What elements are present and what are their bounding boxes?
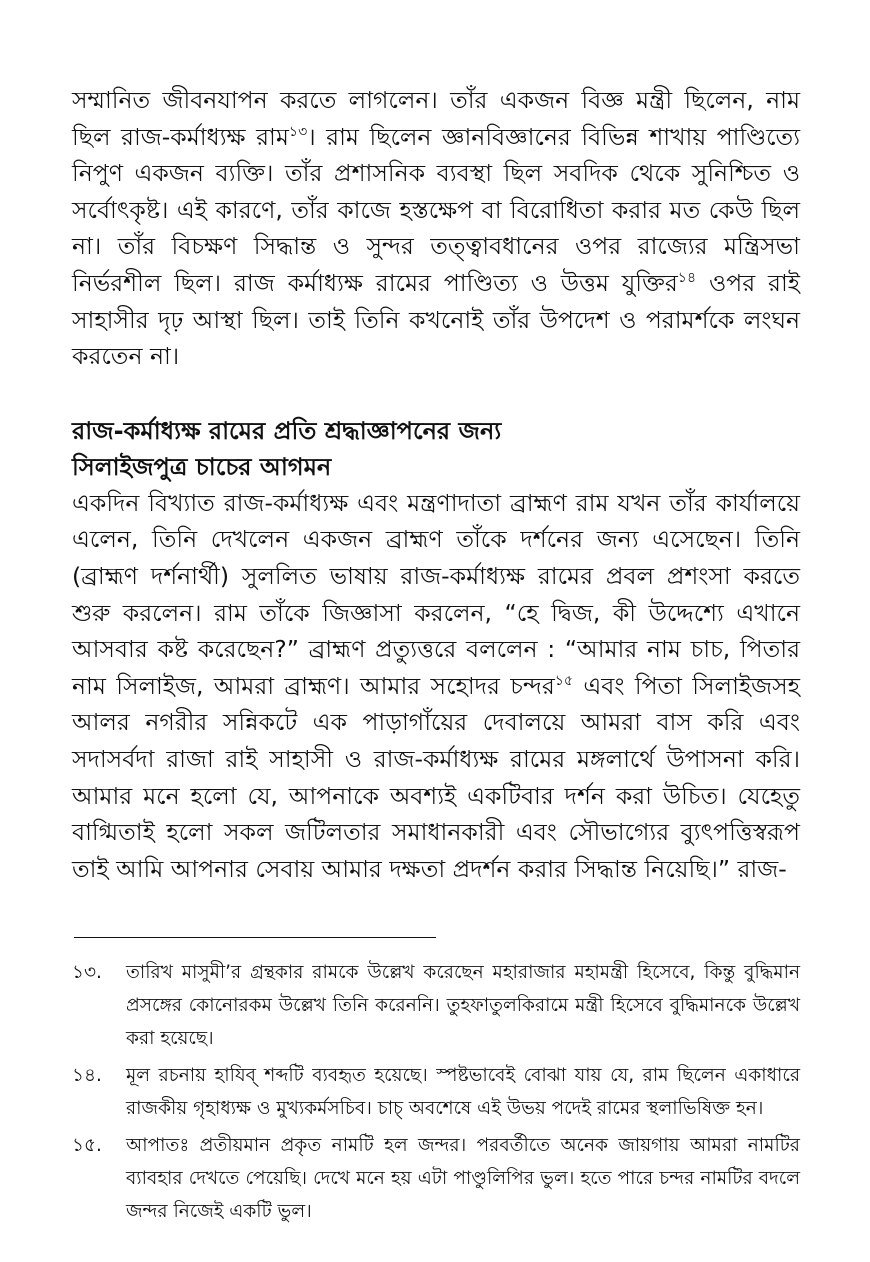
footnote-number: ১৪. bbox=[72, 1065, 102, 1087]
footnote-divider bbox=[74, 937, 436, 938]
paragraph-chach-arrival bbox=[72, 485, 800, 888]
footnotes bbox=[72, 956, 800, 1228]
footnote-14 bbox=[72, 1059, 800, 1125]
paragraph-intro-text-1: সম্মানিত জীবনযাপন করতে লাগলেন। তাঁর একজন বিজ্ঞ মন্ত্রী ছিলেন, নাম ছিল রাজ-কর্মাধ্যক্ষ রাম bbox=[72, 86, 800, 151]
footnote-text: মূল রচনায় হাযিব্ শব্দটি ব্যবহৃত হয়েছে। স্পষ্টভাবেই বোঝা যায় যে, রাম ছিলেন একাধারে রাজকীয় গৃহাধ্যক্ষ ও মুখ্যকর্মসচিব। চাচ্ অবশেষে এই উভয় পদেই রামের স্থলাভিষিক্ত হন। bbox=[126, 1065, 800, 1120]
footnote-13 bbox=[72, 956, 800, 1055]
footnote-number: ১৩. bbox=[72, 962, 102, 984]
paragraph-chach-text-1: একদিন বিখ্যাত রাজ-কর্মাধ্যক্ষ এবং মন্ত্রণাদাতা ব্রাহ্মণ রাম যখন তাঁর কার্যালয়ে এলেন, তিনি দেখলেন একজন ব্রাহ্মণ তাঁকে দর্শনের জন্য এসেছেন। তিনি (ব্রাহ্মণ দর্শনার্থী) সুললিত ভাষায় রাজ-কর্মাধ্যক্ষ রামের প্রবল প্রশংসা করতে শুরু করলেন। রাম তাঁকে জিজ্ঞাসা করলেন, “হে দ্বিজ, কী উদ্দেশ্যে এখানে আসবার কষ্ট করেছেন?” ব্রাহ্মণ প্রত্যুত্তরে বললেন : “আমার নাম চাচ, পিতার নাম সিলাইজ, আমরা ব্রাহ্মণ। আমার সহোদর চন্দর bbox=[72, 488, 800, 700]
paragraph-intro bbox=[72, 82, 800, 375]
footnote-text: তারিখ মাসুমী’র গ্রন্থকার রামকে উল্লেখ করেছেন মহারাজার মহামন্ত্রী হিসেবে, কিন্তু বুদ্ধিমান প্রসঙ্গের কোনোরকম উল্লেখ তিনি করেননি। তুহফাতুলকিরামে মন্ত্রী হিসেবে বুদ্ধিমানকে উল্লেখ করা হয়েছে। bbox=[126, 962, 800, 1050]
section-heading-line-1: রাজ-কর্মাধ্যক্ষ রামের প্রতি শ্রদ্ধাজ্ঞাপনের জন্য bbox=[72, 416, 502, 445]
section-heading bbox=[72, 413, 800, 485]
footnote-ref-13: ১৩ bbox=[288, 123, 308, 140]
section-heading-line-2: সিলাইজপুত্র চাচের আগমন bbox=[72, 452, 332, 481]
footnote-text: আপাতঃ প্রতীয়মান প্রকৃত নামটি হল জন্দর। পরবর্তীতে অনেক জায়গায় আমরা নামটির ব্যাবহার দেখতে পেয়েছি। দেখে মনে হয় এটা পাণ্ডুলিপির ভুল। হতে পারে চন্দর নামটির বদলে জন্দর নিজেই একটি ভুল। bbox=[126, 1135, 800, 1223]
paragraph-chach-text-2: এবং পিতা সিলাইজসহ আলর নগরীর সন্নিকটে এক পাড়াগাঁয়ের দেবালয়ে আমরা বাস করি এবং সদাসর্বদা রাজা রাই সাহাসী ও রাজ-কর্মাধ্যক্ষ রামের মঙ্গলার্থে উপাসনা করি। আমার মনে হলো যে, আপনাকে অবশ্যই একটিবার দর্শন করা উচিত। যেহেতু বাগ্মিতাই হলো সকল জটিলতার সমাধানকারী এবং সৌভাগ্যের ব্যুৎপত্তিস্বরূপ তাই আমি আপনার সেবায় আমার দক্ষতা প্রদর্শন করার সিদ্ধান্ত নিয়েছি।” রাজ- bbox=[72, 671, 801, 883]
footnote-ref-15: ১৫ bbox=[554, 672, 574, 689]
paragraph-intro-text-3: ওপর রাই সাহাসীর দৃঢ় আস্থা ছিল। তাই তিনি কখনোই তাঁর উপদেশ ও পরামর্শকে লংঘন করতেন না। bbox=[72, 268, 800, 371]
footnote-number: ১৫. bbox=[72, 1135, 102, 1157]
paragraph-intro-text-2: । রাম ছিলেন জ্ঞানবিজ্ঞানের বিভিন্ন শাখায় পাণ্ডিত্যে নিপুণ একজন ব্যক্তি। তাঁর প্রশাসনিক ব্যবস্থা ছিল সবদিক থেকে সুনিশ্চিত ও সর্বোৎকৃষ্ট। এই কারণে, তাঁর কাজে হস্তক্ষেপ বা বিরোধিতা করার মত কেউ ছিল না। তাঁর বিচক্ষণ সিদ্ধান্ত ও সুন্দর তত্ত্বাবধানের ওপর রাজ্যের মন্ত্রিসভা নির্ভরশীল ছিল। রাজ কর্মাধ্যক্ষ রামের পাণ্ডিত্য ও উত্তম যুক্তির bbox=[72, 122, 801, 297]
footnote-15 bbox=[72, 1129, 800, 1228]
footnote-ref-14: ১৪ bbox=[677, 270, 697, 287]
